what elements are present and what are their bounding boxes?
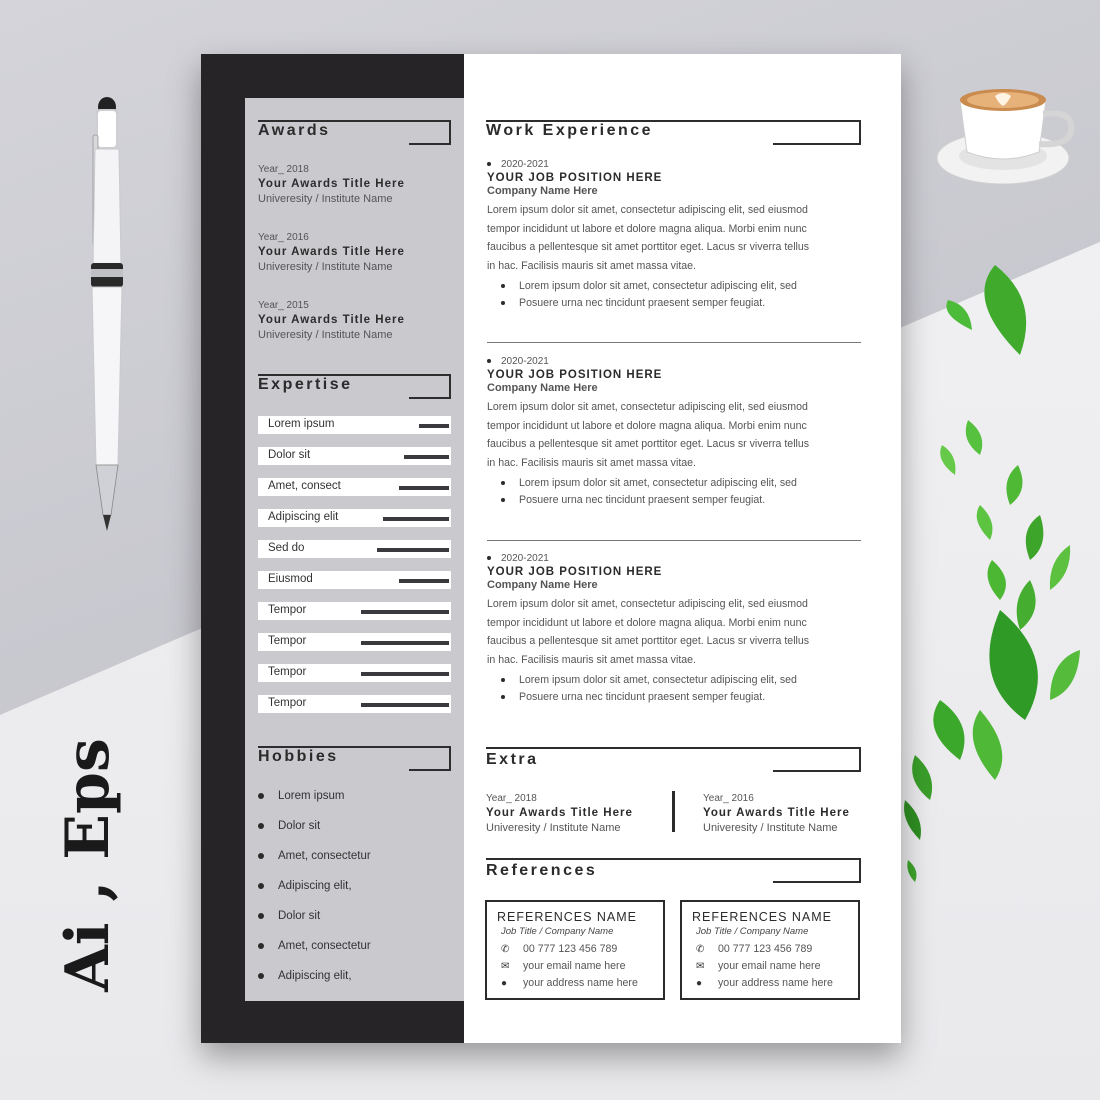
resume-page [201,54,901,1043]
award-year: Year_ 2016 [258,232,309,243]
list-item: Lorem ipsum dolor sit amet, consectetur adipiscing elit, sed [501,278,861,295]
award-institute: Univeresity / Institute Name [258,261,393,273]
hobby-item: Adipiscing elit, [258,880,352,892]
expertise-level-bar [361,641,449,645]
expertise-label: Tempor [268,666,307,678]
bullet-icon [501,678,505,682]
award-institute: Univeresity / Institute Name [258,329,393,341]
expertise-label: Tempor [268,635,307,647]
email-icon: ✉ [696,961,705,972]
coffee-cup-illustration [935,80,1080,190]
reference-role: Job Title / Company Name [501,926,614,937]
bullet-icon [487,556,491,560]
hobby-item: Dolor sit [258,910,320,922]
bullet-icon [501,284,505,288]
expertise-item [258,695,451,713]
bullet-icon [501,695,505,699]
hobby-item: Amet, consectetur [258,940,371,952]
list-item: Lorem ipsum dolor sit amet, consectetur adipiscing elit, sed [501,475,861,492]
award-year: Year_ 2018 [486,793,537,804]
job-company: Company Name Here [487,382,598,394]
work-title: Work Experience [486,122,654,139]
extra-item [703,791,850,836]
expertise-label: Lorem ipsum [268,418,335,430]
reference-address: ● your address name here [497,975,653,992]
expertise-level-bar [404,455,449,459]
reference-name: REFERENCES NAME [497,910,638,924]
divider [487,342,861,343]
expertise-item [258,633,451,651]
list-item: Posuere urna nec tincidunt praesent semper feugiat. [501,689,861,706]
reference-role: Job Title / Company Name [696,926,809,937]
reference-phone: ✆ 00 777 123 456 789 [692,941,848,958]
expertise-label: Adipiscing elit [268,511,339,523]
extra-title: Extra [486,751,539,768]
reference-email: ✉ your email name here [497,958,653,975]
location-pin-icon: ● [696,978,703,989]
list-item: Posuere urna nec tincidunt praesent semper feugiat. [501,492,861,509]
divider [487,540,861,541]
expertise-label: Tempor [268,697,307,709]
award-title: Your Awards Title Here [258,314,405,326]
list-item: Lorem ipsum dolor sit amet, consectetur adipiscing elit, sed [501,672,861,689]
job-year: 2020-2021 [487,553,861,564]
expertise-level-bar [377,548,449,552]
job-position: YOUR JOB POSITION HERE [487,172,663,184]
expertise-label: Eiusmod [268,573,313,585]
award-year: Year_ 2018 [258,164,309,175]
bullet-icon [258,793,264,799]
award-title: Your Awards Title Here [486,807,633,819]
references-title: References [486,862,598,879]
expertise-level-bar [383,517,449,521]
reference-name: REFERENCES NAME [692,910,833,924]
job-description: Lorem ipsum dolor sit amet, consectetur adipiscing elit, sed eiusmod tempor incididunt ut labore et dolore magna aliqua. Morbi enim nunc faucibus a pellentesque sit amet porttitor eget. Lacus sr viverra tellus in hac. Facilisis mauris sit amet massa vitae. [487,204,810,272]
extra-title-frame [486,747,861,772]
expertise-item [258,478,451,496]
expertise-title: Expertise [258,376,353,393]
expertise-level-bar [361,610,449,614]
list-item: Posuere urna nec tincidunt praesent semper feugiat. [501,295,861,312]
reference-phone: ✆ 00 777 123 456 789 [497,941,653,958]
expertise-level-bar [361,672,449,676]
bullet-icon [258,913,264,919]
job-bullets [487,475,861,509]
award-item [258,230,405,275]
award-institute: Univeresity / Institute Name [258,193,393,205]
job-entry [487,356,861,509]
expertise-item [258,447,451,465]
expertise-item [258,602,451,620]
pen-illustration [85,95,125,535]
bullet-icon [487,162,491,166]
award-item [258,298,405,343]
expertise-label: Dolor sit [268,449,311,461]
location-pin-icon: ● [501,978,508,989]
expertise-item [258,540,451,558]
award-title: Your Awards Title Here [258,246,405,258]
expertise-item [258,664,451,682]
job-company: Company Name Here [487,185,598,197]
extra-separator [672,791,675,832]
job-entry [487,553,861,706]
bullet-icon [487,359,491,363]
job-position: YOUR JOB POSITION HERE [487,369,663,381]
expertise-level-bar [419,424,449,428]
extra-item [486,791,633,836]
bullet-icon [258,823,264,829]
expertise-item [258,509,451,527]
award-year: Year_ 2015 [258,300,309,311]
expertise-level-bar [399,579,449,583]
bullet-icon [501,481,505,485]
bullet-icon [258,883,264,889]
job-description: Lorem ipsum dolor sit amet, consectetur adipiscing elit, sed eiusmod tempor incididunt ut labore et dolore magna aliqua. Morbi enim nunc faucibus a pellentesque sit amet porttitor eget. Lacus sr viverra tellus in hac. Facilisis mauris sit amet massa vitae. [487,598,810,666]
hobby-item: Amet, consectetur [258,850,371,862]
reference-address: ● your address name here [692,975,848,992]
job-position: YOUR JOB POSITION HERE [487,566,663,578]
award-year: Year_ 2016 [703,793,754,804]
awards-title: Awards [258,122,331,139]
hobby-item: Adipiscing elit, [258,970,352,982]
award-institute: Univeresity / Institute Name [486,822,621,834]
bullet-icon [501,498,505,502]
award-title: Your Awards Title Here [703,807,850,819]
reference-card [680,900,860,1000]
leaves-illustration [900,260,1090,890]
expertise-item [258,416,451,434]
phone-icon: ✆ [696,944,705,955]
bullet-icon [258,853,264,859]
reference-email: ✉ your email name here [692,958,848,975]
phone-icon: ✆ [501,944,510,955]
job-description: Lorem ipsum dolor sit amet, consectetur adipiscing elit, sed eiusmod tempor incididunt ut labore et dolore magna aliqua. Morbi enim nunc faucibus a pellentesque sit amet porttitor eget. Lacus sr viverra tellus in hac. Facilisis mauris sit amet massa vitae. [487,401,810,469]
expertise-item [258,571,451,589]
email-icon: ✉ [501,961,510,972]
bullet-icon [258,943,264,949]
format-label: Ai , Eps [53,738,123,992]
expertise-level-bar [361,703,449,707]
reference-card [485,900,665,1000]
expertise-label: Sed do [268,542,305,554]
job-bullets [487,278,861,312]
award-item [258,162,405,207]
bullet-icon [258,973,264,979]
expertise-level-bar [399,486,449,490]
expertise-label: Tempor [268,604,307,616]
hobby-item: Lorem ipsum [258,790,344,802]
job-bullets [487,672,861,706]
award-title: Your Awards Title Here [258,178,405,190]
award-institute: Univeresity / Institute Name [703,822,838,834]
job-entry [487,159,861,312]
job-year: 2020-2021 [487,356,861,367]
hobbies-title: Hobbies [258,748,339,765]
job-company: Company Name Here [487,579,598,591]
expertise-label: Amet, consect [268,480,341,492]
hobby-item: Dolor sit [258,820,320,832]
job-year: 2020-2021 [487,159,861,170]
bullet-icon [501,301,505,305]
